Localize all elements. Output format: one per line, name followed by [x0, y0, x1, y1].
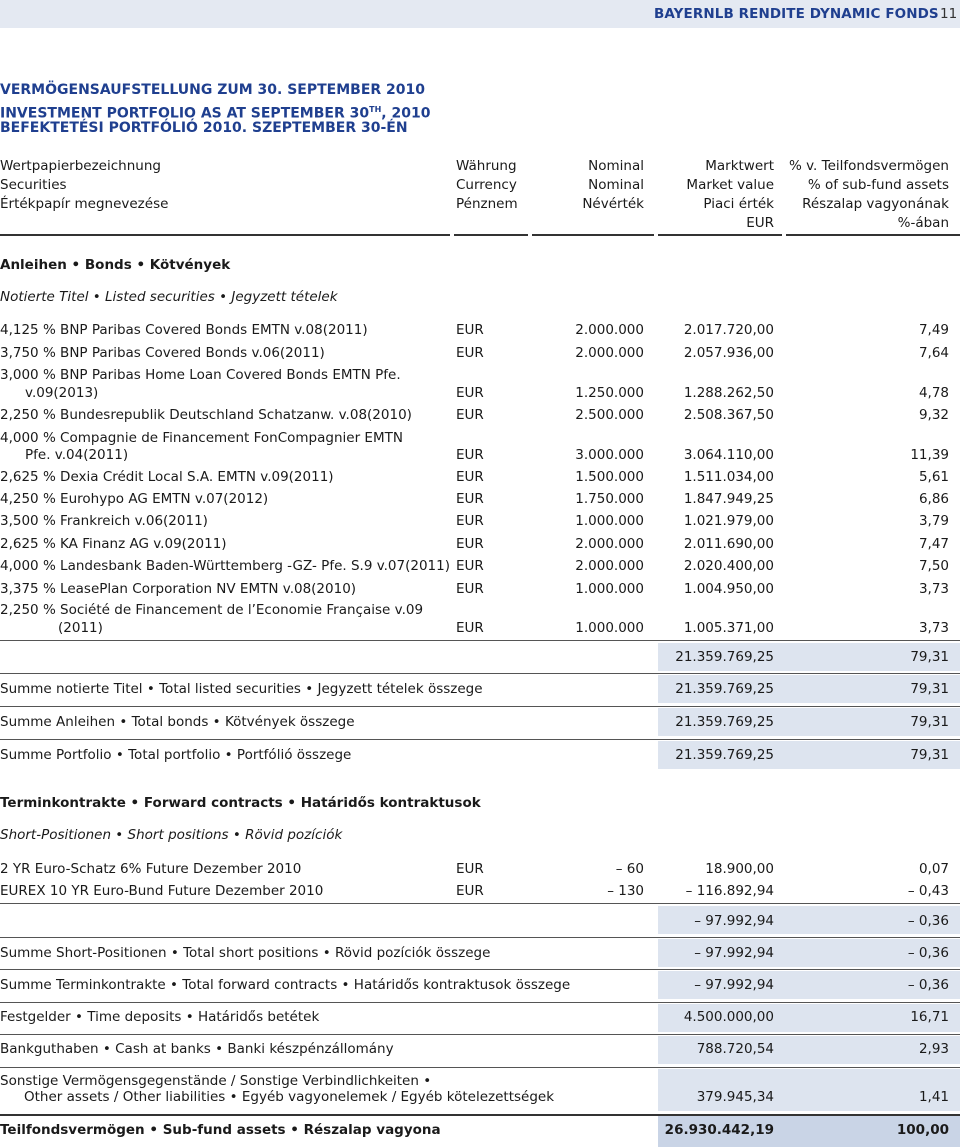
header-rule — [658, 234, 782, 236]
report-headings — [0, 81, 430, 138]
header-rule — [532, 234, 654, 236]
col-nominal-header: Nominal Nominal Névérték — [582, 158, 644, 212]
heading-en: INVESTMENT PORTFOLIO AS AT SEPTEMBER 30TH, 2010 — [0, 105, 431, 122]
col-percent-header: % v. Teilfondsvermögen % of sub-fund assets Részalap vagyonának %-ában — [788, 158, 949, 231]
divider — [0, 937, 960, 938]
col-currency-header: Währung Currency Pénznem — [456, 158, 518, 212]
divider — [0, 969, 960, 970]
divider — [0, 1002, 960, 1003]
listed-securities-title: Notierte Titel • Listed securities • Jegyzett tételek — [0, 289, 338, 305]
divider — [0, 640, 960, 641]
col-market-value-header: Marktwert Market value Piaci érték EUR — [686, 158, 774, 231]
bonds-section-title: Anleihen • Bonds • Kötvények — [0, 257, 231, 273]
divider — [0, 673, 960, 674]
divider — [0, 1067, 960, 1068]
header-rule — [454, 234, 528, 236]
header-rule — [0, 234, 450, 236]
col-desc-header: Wertpapierbezeichnung Securities Értékpapír megnevezése — [0, 158, 169, 212]
divider — [0, 1034, 960, 1035]
heading-hu: BEFEKTETÉSI PORTFÓLIÓ 2010. SZEPTEMBER 30-ÉN — [0, 120, 408, 136]
divider — [0, 706, 960, 707]
page-number: 11 — [940, 6, 958, 22]
heading-de: VERMÖGENSAUFSTELLUNG ZUM 30. SEPTEMBER 2010 — [0, 82, 425, 98]
fund-title: BAYERNLB RENDITE DYNAMIC FONDS — [654, 6, 939, 22]
header-rule — [786, 234, 960, 236]
forward-contracts-title: Terminkontrakte • Forward contracts • Határidős kontraktusok — [0, 795, 481, 811]
short-positions-title: Short-Positionen • Short positions • Rövid pozíciók — [0, 827, 343, 843]
divider — [0, 739, 960, 740]
page-header — [0, 0, 960, 28]
divider — [0, 903, 960, 904]
